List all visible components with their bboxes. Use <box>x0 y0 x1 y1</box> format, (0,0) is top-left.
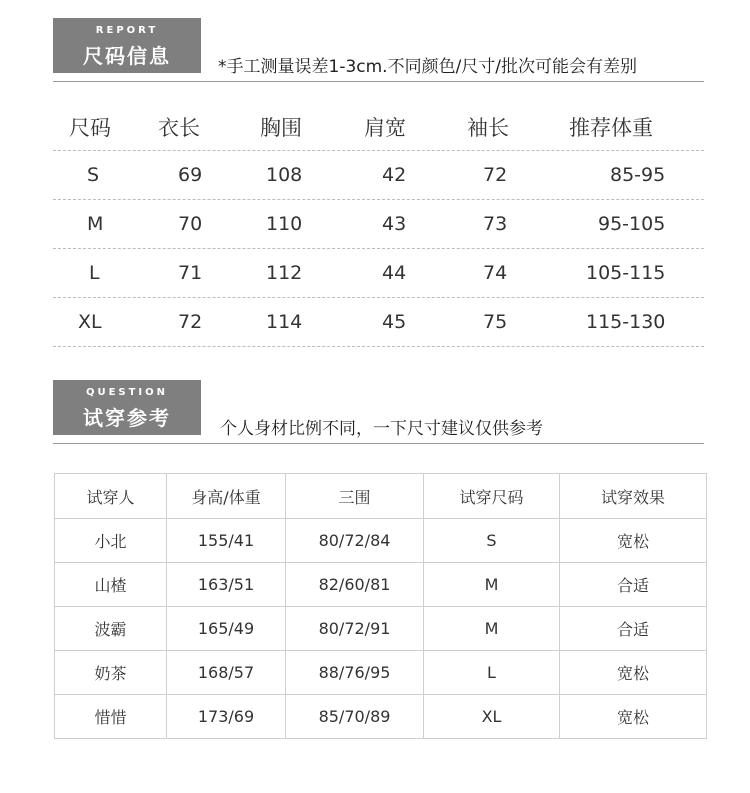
measurement-note: *手工测量误差1-3cm.不同颜色/尺寸/批次可能会有差别 <box>218 57 638 77</box>
question-tag-title: 试穿参考 <box>83 406 171 430</box>
fit-cell: M <box>424 563 560 607</box>
fit-header-cell: 试穿效果 <box>560 474 707 519</box>
size-cell: XL <box>78 311 102 333</box>
size-cell: 71 <box>178 262 203 284</box>
fit-cell: 80/72/84 <box>286 519 424 563</box>
size-cell: M <box>87 213 104 235</box>
fit-table-row <box>55 607 707 651</box>
fit-cell: 82/60/81 <box>286 563 424 607</box>
size-cell: 69 <box>178 164 203 186</box>
fit-cell: 波霸 <box>55 607 167 651</box>
size-cell: 115-130 <box>586 311 666 333</box>
size-cell: 74 <box>483 262 508 284</box>
fit-table-row <box>55 651 707 695</box>
fit-cell: M <box>424 607 560 651</box>
size-cell: 110 <box>266 213 303 235</box>
size-header-cell: 推荐体重 <box>569 116 653 140</box>
fit-cell: 85/70/89 <box>286 695 424 739</box>
fit-cell: 165/49 <box>167 607 286 651</box>
question-section-tag <box>53 380 201 435</box>
fit-cell: 80/72/91 <box>286 607 424 651</box>
fit-cell: S <box>424 519 560 563</box>
question-divider <box>53 443 704 444</box>
size-header-cell: 肩宽 <box>364 116 406 140</box>
fit-cell: 合适 <box>560 607 707 651</box>
size-header-cell: 尺码 <box>69 116 111 140</box>
size-chart-table <box>53 104 704 347</box>
fit-table-row <box>55 519 707 563</box>
fit-reference-table <box>54 473 707 739</box>
fit-cell: 88/76/95 <box>286 651 424 695</box>
fit-cell: 宽松 <box>560 651 707 695</box>
fit-cell: XL <box>424 695 560 739</box>
report-tag-english: REPORT <box>95 25 159 36</box>
size-chart-row <box>53 200 704 249</box>
size-cell: 72 <box>483 164 508 186</box>
fit-cell: 山楂 <box>55 563 167 607</box>
fit-table-row <box>55 695 707 739</box>
size-cell: 73 <box>483 213 508 235</box>
fit-cell: 宽松 <box>560 695 707 739</box>
size-cell: 85-95 <box>610 164 666 186</box>
size-cell: 44 <box>382 262 407 284</box>
size-cell: 75 <box>483 311 508 333</box>
question-tag-english: QUESTION <box>85 387 169 398</box>
size-cell: 112 <box>266 262 303 284</box>
fit-header-cell: 三围 <box>286 474 424 519</box>
fit-cell: 惜惜 <box>55 695 167 739</box>
fit-cell: L <box>424 651 560 695</box>
size-cell: 70 <box>178 213 203 235</box>
size-cell: 72 <box>178 311 203 333</box>
fit-table-row <box>55 563 707 607</box>
fit-header-cell: 试穿尺码 <box>424 474 560 519</box>
fit-header-cell: 身高/体重 <box>167 474 286 519</box>
size-chart-row <box>53 249 704 298</box>
fit-table-header-row <box>55 474 707 519</box>
fit-cell: 173/69 <box>167 695 286 739</box>
report-section-tag <box>53 18 201 73</box>
fit-cell: 155/41 <box>167 519 286 563</box>
fit-cell: 168/57 <box>167 651 286 695</box>
size-header-cell: 胸围 <box>260 116 302 140</box>
report-divider <box>53 81 704 82</box>
size-cell: 108 <box>266 164 303 186</box>
size-cell: S <box>87 164 100 186</box>
fit-cell: 合适 <box>560 563 707 607</box>
fit-cell: 宽松 <box>560 519 707 563</box>
size-cell: 42 <box>382 164 407 186</box>
size-cell: 43 <box>382 213 407 235</box>
fit-cell: 奶茶 <box>55 651 167 695</box>
size-header-cell: 袖长 <box>467 116 509 140</box>
fit-header-cell: 试穿人 <box>55 474 167 519</box>
size-chart-row <box>53 151 704 200</box>
size-cell: 45 <box>382 311 407 333</box>
size-chart-header-row <box>53 104 704 151</box>
size-cell: 95-105 <box>598 213 666 235</box>
fit-disclaimer-note: 个人身材比例不同，一下尺寸建议仅供参考 <box>220 419 543 439</box>
size-header-cell: 衣长 <box>158 116 200 140</box>
fit-cell: 小北 <box>55 519 167 563</box>
size-chart-row <box>53 298 704 347</box>
size-cell: L <box>89 262 100 284</box>
report-tag-title: 尺码信息 <box>83 44 171 68</box>
size-cell: 105-115 <box>586 262 666 284</box>
fit-cell: 163/51 <box>167 563 286 607</box>
size-cell: 114 <box>266 311 303 333</box>
